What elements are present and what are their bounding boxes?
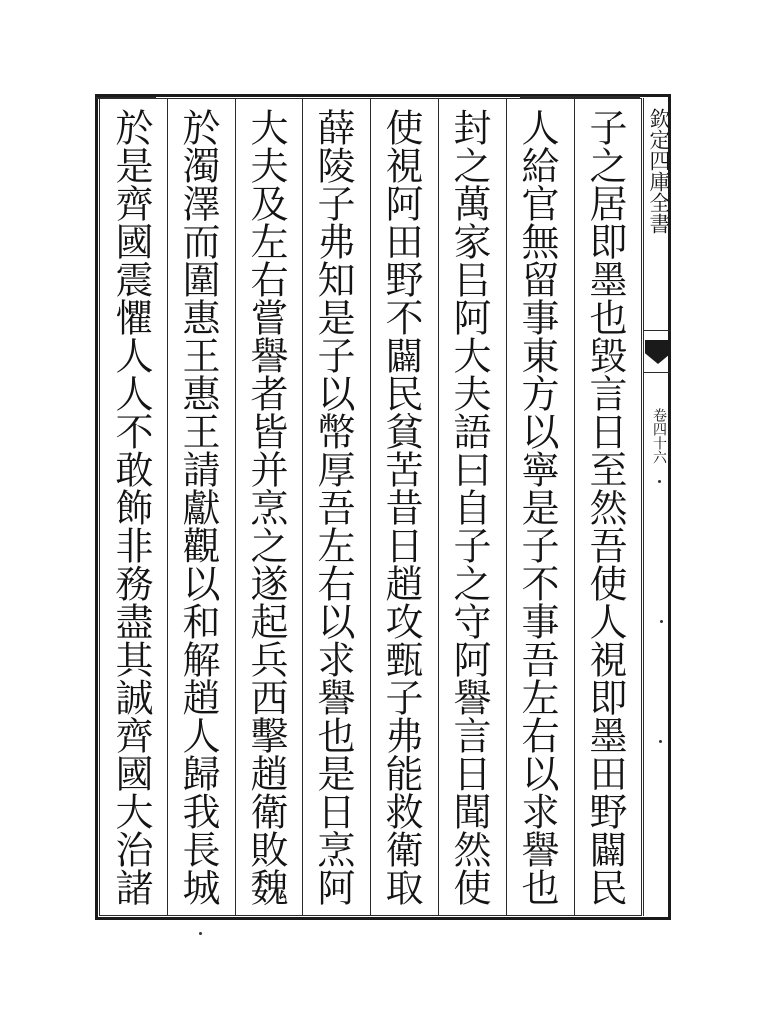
text-column-6: 大夫及左右嘗譽者皆并烹之遂起兵西擊趙衛敗魏 <box>244 108 288 906</box>
text-column-2: 人給官無留事東方以寧是子不事吾左右以求譽也 <box>515 108 559 906</box>
column-rule <box>302 99 303 915</box>
fishtail-rule <box>643 372 671 373</box>
text-column-7: 於濁澤而圍惠王惠王請獻觀以和解趙人歸我長城 <box>176 108 220 906</box>
scan-speck <box>658 480 661 483</box>
book-title: 欽定四庫全書 <box>647 108 671 234</box>
text-column-1: 子之居即墨也毀言日至然吾使人視即墨田野闢民 <box>583 108 627 906</box>
text-column-5: 薛陵子弗知是子以幣厚吾左右以求譽也是日烹阿 <box>311 108 355 906</box>
column-rule <box>167 99 168 915</box>
scan-artifact <box>96 97 156 99</box>
column-rule <box>574 99 575 915</box>
column-rule <box>235 99 236 915</box>
column-rule <box>506 99 507 915</box>
text-column-3: 封之萬家㠯阿大夫語曰自子之守阿譽言日聞然使 <box>447 108 491 906</box>
juan-number: 卷四十六 <box>651 408 667 464</box>
scan-speck <box>659 740 662 743</box>
column-rule <box>370 99 371 915</box>
scan-speck <box>199 932 202 935</box>
fishtail-rule <box>643 330 671 331</box>
text-column-4: 使視阿田野不闢民貧苦昔日趙攻甄子弗能救衛取 <box>379 108 423 906</box>
column-rule <box>438 99 439 915</box>
text-column-8: 於是齊國震懼人人不敢飾非務盡其誠齊國大治諸 <box>109 108 153 906</box>
scan-speck <box>660 620 663 623</box>
scan-artifact <box>520 96 640 98</box>
